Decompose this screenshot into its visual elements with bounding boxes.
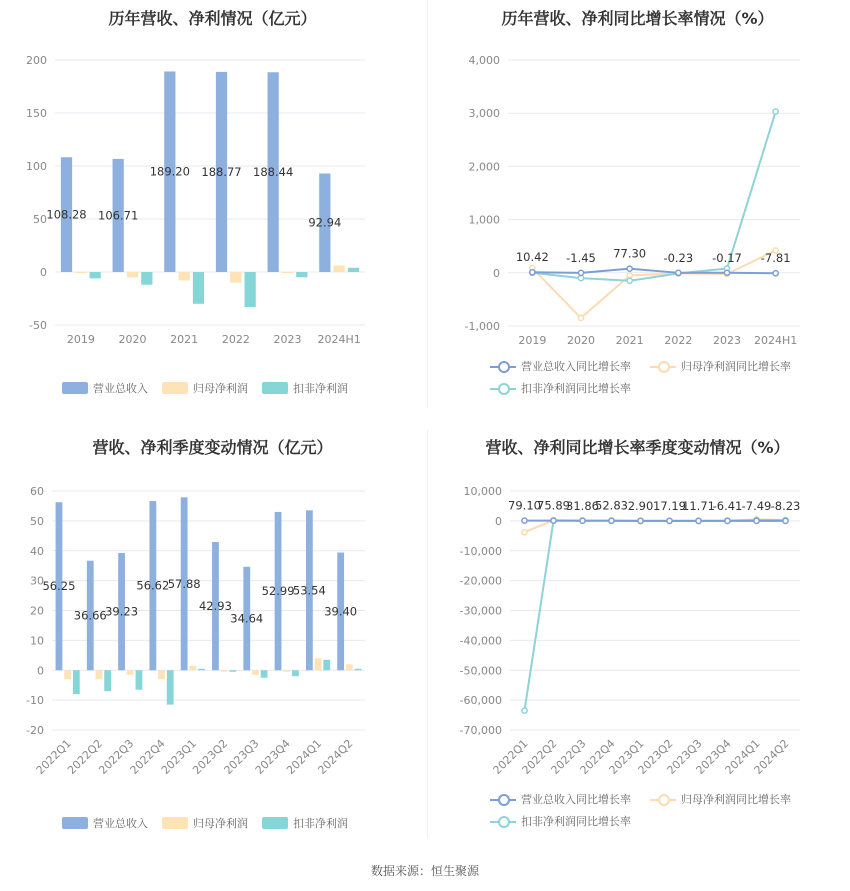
x-tick-label: 2022Q4	[127, 736, 168, 777]
data-point	[783, 518, 788, 523]
y-tick-label: 0	[495, 514, 502, 528]
data-point	[609, 518, 614, 523]
annual-bar-panel	[0, 0, 425, 410]
x-tick-label: 2022Q4	[577, 736, 618, 777]
annual-line-panel	[425, 0, 850, 410]
annual-bar-chart	[0, 0, 425, 410]
y-tick-label: -10	[26, 694, 44, 708]
bar	[346, 664, 353, 670]
x-tick-label: 2022Q3	[96, 736, 137, 777]
data-point	[551, 518, 556, 523]
legend-label: 归母净利润同比增长率	[681, 360, 791, 373]
data-label: 77.30	[613, 246, 647, 261]
legend-swatch	[162, 382, 188, 394]
chart-title: 历年营收、净利情况（亿元）	[108, 9, 317, 28]
y-tick-label: -1,000	[464, 320, 500, 333]
x-tick-label: 2021	[170, 333, 199, 346]
y-tick-label: 100	[26, 160, 47, 173]
data-label: 52.99	[261, 584, 295, 599]
y-tick-label: 4,000	[468, 54, 500, 67]
bar	[261, 670, 268, 677]
chart-title: 历年营收、净利同比增长率情况（%）	[501, 9, 774, 28]
data-point	[725, 518, 730, 523]
legend-swatch	[490, 815, 516, 827]
bar	[73, 670, 80, 694]
bar	[230, 272, 241, 283]
bar	[282, 272, 293, 273]
data-point	[754, 518, 759, 523]
x-tick-label: 2023Q1	[158, 736, 199, 777]
legend-swatch	[490, 793, 516, 805]
x-tick-label: 2022	[664, 334, 693, 347]
legend-label: 营业总收入	[93, 817, 148, 830]
bar	[179, 272, 190, 280]
data-label: 39.40	[324, 604, 358, 619]
legend-item[interactable]	[490, 358, 631, 374]
legend-label: 营业总收入同比增长率	[521, 360, 631, 373]
data-label: 56.25	[42, 579, 76, 594]
data-label: 11.71	[682, 498, 715, 513]
bar	[355, 669, 362, 670]
legend-swatch	[262, 817, 288, 829]
y-tick-label: 10,000	[463, 485, 502, 498]
legend-item[interactable]	[650, 791, 791, 807]
data-label: -8.23	[770, 498, 801, 513]
annual-line-chart	[425, 0, 850, 410]
legend	[0, 815, 425, 845]
bar	[348, 268, 359, 272]
bar	[127, 272, 138, 277]
data-label: 92.94	[308, 215, 342, 230]
bar	[189, 666, 196, 670]
data-label: -7.81	[760, 251, 791, 266]
quarter-bar-panel	[0, 425, 425, 845]
data-point	[676, 270, 681, 275]
data-label: 52.83	[595, 498, 628, 513]
legend	[0, 380, 425, 420]
x-tick-label: 2021	[615, 334, 644, 347]
y-tick-label: 50	[33, 213, 47, 226]
bar	[221, 670, 228, 671]
quarter-line-panel	[425, 425, 850, 845]
data-point	[522, 518, 527, 523]
y-tick-label: 60	[30, 485, 44, 498]
x-tick-label: 2020	[567, 334, 595, 347]
x-tick-label: 2024Q2	[315, 736, 356, 777]
data-point	[724, 270, 729, 275]
data-label: 36.66	[73, 608, 107, 623]
x-tick-label: 2023Q2	[635, 736, 676, 777]
legend-item[interactable]	[62, 380, 148, 396]
legend-item[interactable]	[490, 380, 631, 396]
data-point	[627, 273, 632, 278]
data-source: 数据来源：恒生聚源	[370, 864, 479, 878]
y-tick-label: 30	[30, 574, 44, 588]
data-label: 79.10	[508, 498, 541, 513]
y-tick-label: 0	[493, 266, 500, 280]
y-tick-label: -70,000	[459, 724, 502, 737]
y-tick-label: -30,000	[459, 604, 502, 618]
data-point	[773, 271, 778, 276]
x-tick-label: 2022Q1	[490, 736, 531, 777]
data-label: -1.45	[566, 250, 596, 265]
bar	[64, 670, 71, 679]
legend-swatch	[62, 817, 88, 829]
legend-swatch	[650, 793, 676, 805]
x-tick-label: 2023Q2	[190, 736, 231, 777]
bar	[90, 272, 101, 278]
legend-label: 营业总收入同比增长率	[521, 793, 631, 806]
x-tick-label: 2023Q4	[693, 736, 734, 777]
data-label: 31.86	[566, 498, 599, 513]
bar	[167, 670, 174, 704]
y-tick-label: 50	[30, 514, 44, 528]
y-tick-label: 0	[37, 664, 44, 678]
x-tick-label: 2023Q3	[664, 736, 705, 777]
chart-title: 营收、净利季度变动情况（亿元）	[92, 438, 333, 457]
data-label: 75.89	[537, 498, 570, 513]
x-tick-label: 2023Q3	[221, 736, 262, 777]
bar	[141, 272, 152, 285]
bar	[158, 670, 165, 679]
data-label: 39.23	[105, 604, 139, 619]
bar	[252, 670, 259, 674]
y-tick-label: -40,000	[459, 634, 502, 648]
bar	[315, 658, 322, 670]
data-point	[578, 315, 583, 320]
legend-swatch	[490, 382, 516, 394]
data-label: -0.23	[663, 250, 694, 265]
data-label: -7.49	[741, 498, 772, 513]
data-label: 56.62	[136, 578, 170, 593]
x-tick-label: 2023	[713, 334, 741, 347]
y-tick-label: -20,000	[459, 574, 502, 588]
y-tick-label: -50	[29, 319, 47, 332]
x-tick-label: 2019	[66, 333, 95, 346]
legend-label: 扣非净利润同比增长率	[521, 382, 631, 395]
x-tick-label: 2024H1	[317, 333, 361, 346]
quarter-line-chart	[425, 425, 850, 845]
data-point	[522, 708, 527, 713]
y-tick-label: 20	[30, 604, 44, 618]
x-tick-label: 2019	[518, 334, 547, 347]
data-label: 57.88	[167, 576, 201, 591]
y-tick-label: -20	[26, 724, 44, 737]
y-tick-label: 200	[26, 54, 47, 67]
data-point	[696, 518, 701, 523]
x-tick-label: 2022Q1	[33, 736, 74, 777]
data-label: 34.64	[230, 611, 264, 626]
legend-label: 营业总收入	[93, 382, 148, 395]
y-tick-label: 2,000	[468, 160, 500, 174]
x-tick-label: 2022Q2	[65, 736, 106, 777]
legend-swatch	[650, 360, 676, 372]
y-tick-label: 1,000	[468, 213, 500, 227]
legend	[425, 791, 850, 835]
data-label: 189.20	[149, 164, 190, 179]
legend-label: 归母净利润同比增长率	[681, 793, 791, 806]
data-point	[773, 109, 778, 114]
data-point	[578, 276, 583, 281]
legend-swatch	[162, 817, 188, 829]
data-point	[627, 278, 632, 283]
y-tick-label: 150	[26, 107, 47, 120]
bar	[323, 660, 330, 670]
data-point	[638, 518, 643, 523]
vertical-divider	[427, 0, 428, 408]
data-label: 188.44	[253, 165, 294, 180]
x-tick-label: 2022Q3	[548, 736, 589, 777]
data-label: -6.41	[712, 498, 743, 513]
legend-label: 归母净利润	[193, 382, 248, 395]
legend-item[interactable]	[162, 380, 248, 396]
data-label: 188.77	[201, 164, 242, 179]
legend-item[interactable]	[162, 815, 248, 831]
data-point	[667, 518, 672, 523]
data-label: 42.93	[198, 599, 232, 614]
chart-title: 营收、净利同比增长率季度变动情况（%）	[485, 438, 790, 457]
legend-item[interactable]	[62, 815, 148, 831]
legend-item[interactable]	[262, 815, 348, 831]
data-label: -0.17	[712, 250, 742, 265]
x-tick-label: 2022Q2	[519, 736, 560, 777]
data-label: 10.42	[515, 250, 549, 265]
bar	[104, 670, 111, 691]
legend-item[interactable]	[490, 791, 631, 807]
x-tick-label: 2024Q1	[284, 736, 325, 777]
y-tick-label: 40	[30, 544, 44, 558]
bar	[75, 272, 86, 273]
x-tick-label: 2024H1	[754, 334, 798, 347]
data-label: 53.54	[292, 583, 326, 598]
data-point	[627, 266, 632, 271]
bar	[245, 272, 256, 307]
data-point	[580, 518, 585, 523]
legend-swatch	[62, 382, 88, 394]
bar	[127, 670, 134, 674]
legend-swatch	[490, 360, 516, 372]
x-tick-label: 2023Q1	[606, 736, 647, 777]
data-label: 17.19	[653, 498, 686, 513]
legend-label: 扣非净利润同比增长率	[521, 815, 631, 828]
data-point	[522, 530, 527, 535]
bar	[292, 670, 299, 676]
x-tick-label: 2023	[273, 333, 302, 346]
bar	[334, 266, 345, 272]
data-label: 108.28	[46, 207, 87, 222]
y-tick-label: 0	[40, 266, 47, 279]
bar	[136, 670, 143, 689]
y-tick-label: -60,000	[459, 694, 502, 708]
legend-item[interactable]	[262, 380, 348, 396]
y-tick-label: 3,000	[468, 107, 500, 121]
legend-label: 扣非净利润	[293, 382, 348, 395]
legend-swatch	[262, 382, 288, 394]
y-tick-label: 10	[30, 634, 44, 648]
data-point	[530, 270, 535, 275]
quarter-bar-chart	[0, 425, 425, 845]
data-point	[578, 270, 583, 275]
bar	[96, 670, 103, 679]
legend-item[interactable]	[650, 358, 791, 374]
bar	[198, 669, 205, 670]
bar	[229, 670, 236, 671]
legend-label: 归母净利润	[193, 817, 248, 830]
x-tick-label: 2024Q1	[722, 736, 763, 777]
x-tick-label: 2022	[221, 333, 250, 346]
series-line	[525, 520, 786, 711]
x-tick-label: 2023Q4	[252, 736, 293, 777]
legend-label: 扣非净利润	[293, 817, 348, 830]
y-tick-label: -10,000	[459, 544, 502, 558]
x-tick-label: 2020	[118, 333, 147, 346]
bar	[193, 272, 204, 304]
data-label: 2.90	[627, 498, 654, 513]
legend	[425, 358, 850, 402]
x-tick-label: 2024Q2	[751, 736, 792, 777]
y-tick-label: -50,000	[459, 664, 502, 678]
legend-item[interactable]	[490, 813, 631, 829]
bar	[296, 272, 307, 277]
vertical-divider	[427, 430, 428, 838]
bar	[283, 670, 290, 671]
data-label: 106.71	[98, 208, 139, 223]
